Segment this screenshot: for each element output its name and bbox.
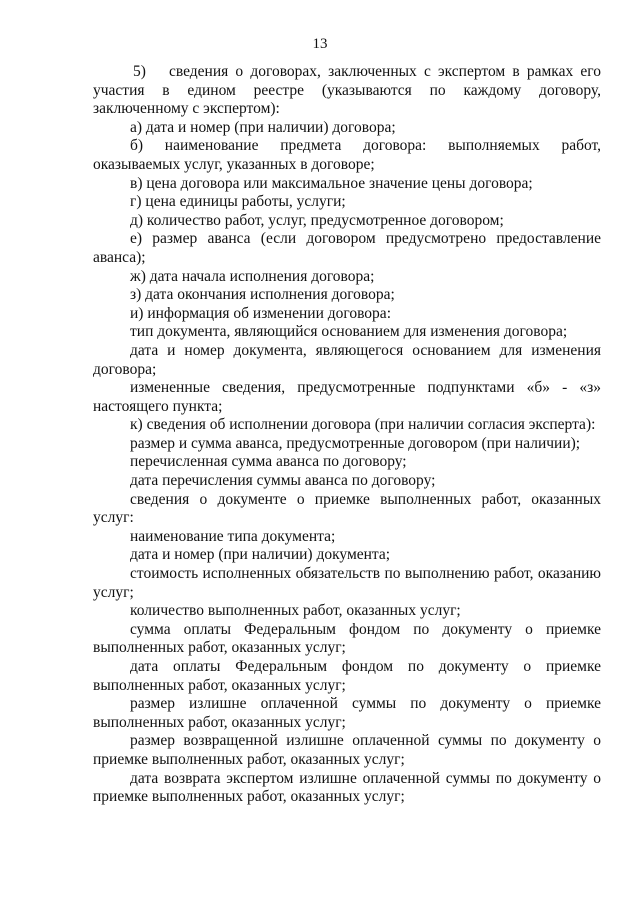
paragraph-subitem-b: б) наименование предмета договора: выполняемых работ, оказываемых услуг, указанных в договоре;	[93, 137, 601, 173]
paragraph-line: измененные сведения, предусмотренные подпунктами «б» - «з» настоящего пункта;	[93, 379, 601, 415]
paragraph-line: дата возврата экспертом излишне оплаченной суммы по документу о приемке выполненных работ, оказанных услуг;	[93, 769, 601, 806]
page-number: 13	[312, 36, 328, 52]
paragraph-line: перечисленная сумма аванса по договору;	[130, 453, 407, 471]
paragraph-line: стоимость исполненных обязательств по выполнению работ, оказанию услуг;	[93, 565, 601, 601]
item-number: 5)	[133, 63, 146, 80]
paragraph-line: размер и сумма аванса, предусмотренные договором (при наличии);	[130, 434, 581, 452]
paragraph-subitem-v: в) цена договора или максимальное значение цены договора;	[130, 174, 533, 192]
paragraph-line: дата и номер (при наличии) документа;	[130, 546, 391, 564]
paragraph-subitem-a: а) дата и номер (при наличии) договора;	[130, 118, 396, 136]
paragraph-line: дата оплаты Федеральным фондом по документу о приемке выполненных работ, оказанных услуг;	[93, 658, 601, 694]
paragraph-line: сумма оплаты Федеральным фондом по документу о приемке выполненных работ, оказанных услуг;	[93, 620, 601, 657]
document-body	[93, 63, 601, 807]
paragraph-line: наименование типа документа;	[130, 527, 336, 545]
paragraph-line: дата и номер документа, являющегося основанием для изменения договора;	[93, 341, 601, 378]
paragraph-subitem-z: з) дата окончания исполнения договора;	[130, 286, 395, 304]
paragraph-subitem-k: к) сведения об исполнении договора (при наличии согласия эксперта):	[130, 416, 596, 434]
paragraph-subitem-d: д) количество работ, услуг, предусмотренное договором;	[130, 211, 504, 229]
paragraph-text: сведения о договорах, заключенных с экспертом в рамках его участия в едином реестре (указываются по каждому договору, заключенному с экспертом):	[93, 63, 601, 118]
paragraph-line: количество выполненных работ, оказанных услуг;	[130, 602, 461, 620]
paragraph-subitem-g: г) цена единицы работы, услуги;	[130, 193, 346, 211]
paragraph-line: дата перечисления суммы аванса по договору;	[130, 472, 436, 490]
paragraph-line: сведения о документе о приемке выполненных работ, оказанных услуг:	[93, 490, 601, 527]
paragraph-subitem-e: е) размер аванса (если договором предусмотрено предоставление аванса);	[93, 230, 601, 266]
paragraph-line: тип документа, являющийся основанием для изменения договора;	[130, 323, 568, 341]
paragraph-subitem-i: и) информация об изменении договора:	[130, 304, 391, 322]
paragraph-line: размер возвращенной излишне оплаченной суммы по документу о приемке выполненных работ, оказанных услуг;	[93, 732, 601, 768]
paragraph-item-5	[93, 63, 601, 119]
paragraph-subitem-zh: ж) дата начала исполнения договора;	[130, 267, 375, 285]
paragraph-line: размер излишне оплаченной суммы по документу о приемке выполненных работ, оказанных услуг;	[93, 695, 601, 731]
